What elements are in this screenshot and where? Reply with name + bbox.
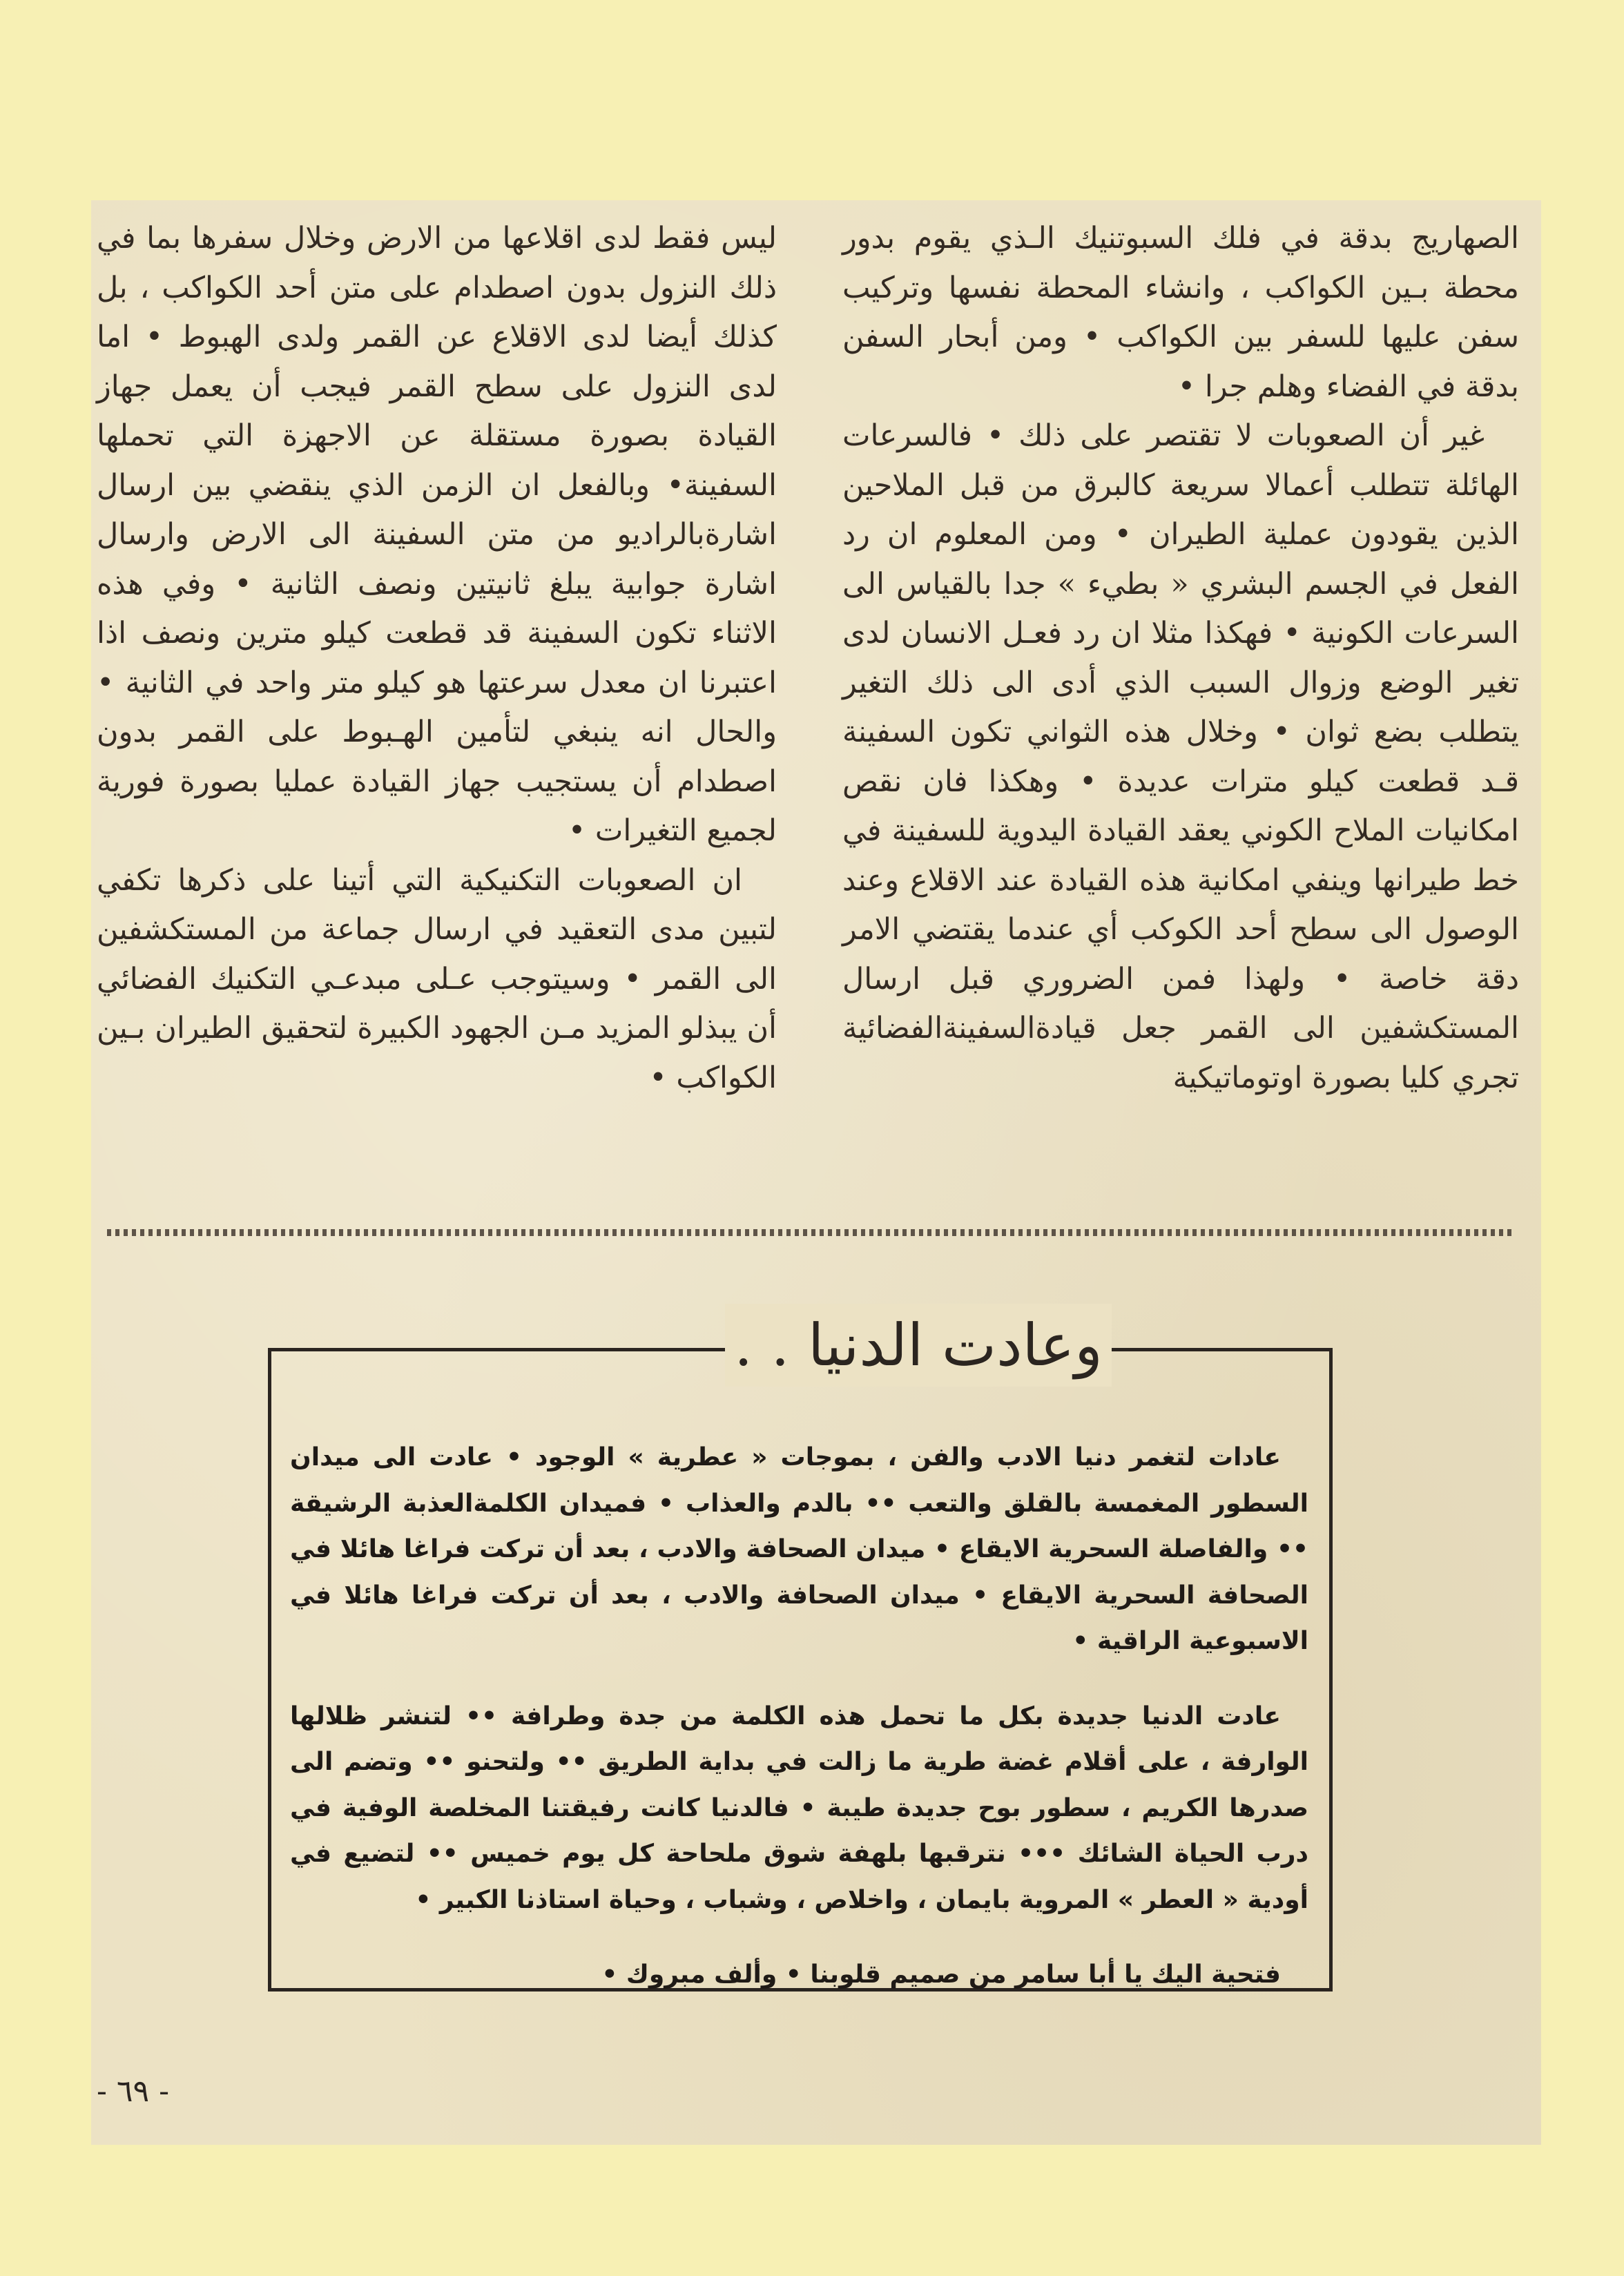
tribute-box-text xyxy=(290,1435,1308,1989)
wavy-divider xyxy=(107,1229,1516,1236)
article-column-right xyxy=(842,214,1519,1188)
article-column-left xyxy=(97,214,777,1188)
page-number: - ٦٩ - xyxy=(97,2074,169,2109)
article-paragraph: ليس فقط لدى اقلاعها من الارض وخلال سفرها بما في ذلك النزول بدون اصطدام على متن أحد الكواكب ، بل كذلك أيضا لدى الاقلاع عن القمر ولدى الهبوط • اما لدى النزول على سطح القمر فيجب أن يعمل جهاز القيادة بصورة مستقلة عن الاجهزة التي تحملها السفينة• وبالفعل ان الزمن الذي ينقضي بين ارسال اشارةبالراديو من متن السفينة الى الارض وارسال اشارة جوابية يبلغ ثانيتين ونصف الثانية • وفي هذه الاثناء تكون السفينة قد قطعت كيلو مترين ونصف اذا اعتبرنا ان معدل سرعتها هو كيلو متر واحد في الثانية • والحال انه ينبغي لتأمين الهـبوط على القمر بدون اصطدام أن يستجيب جهاز القيادة عمليا بصورة فورية لجميع التغيرات • xyxy=(97,221,777,848)
article-paragraph: الصهاريج بدقة في فلك السبوتنيك الـذي يقوم بدور محطة بـين الكواكب ، وانشاء المحطة نفسها وتركيب سفن عليها للسفر بين الكواكب • ومن أبحار السفن بدقة في الفضاء وهلم جرا • xyxy=(842,221,1519,404)
article-paragraph: غير أن الصعوبات لا تقتصر على ذلك • فالسرعات الهائلة تتطلب أعمالا سريعة كالبرق من قبل الملاحين الذين يقودون عملية الطيران • ومن المعلوم ان رد الفعل في الجسم البشري « بطيء » جدا بالقياس الى السرعات الكونية • فهكذا مثلا ان رد فعـل الانسان لدى تغير الوضع وزوال السبب الذي أدى الى ذلك التغير يتطلب بضع ثوان • وخلال هذه الثواني تكون السفينة قـد قطعت كيلو مترات عديدة • وهكذا فان نقص امكانيات الملاح الكوني يعقد القيادة اليدوية للسفينة في خط طيرانها وينفي امكانية هذه القيادة عند الاقلاع وعند الوصول الى سطح أحد الكوكب أي عندما يقتضي الامر دقة خاصة • ولهذا فمن الضروري قبل ارسال المستكشفين الى القمر جعل قيادةالسفينةالفضائية تجري كليا بصورة اوتوماتيكية xyxy=(842,418,1519,1095)
tribute-box-title: وعادت الدنيا . . xyxy=(734,1311,1103,1379)
tribute-paragraph: فتحية اليك يا أبا سامر من صميم قلوبنا • وألف مبروك • xyxy=(601,1960,1281,1989)
tribute-paragraph: عادات لتغمر دنيا الادب والفن ، بموجات « عطرية » الوجود • عادت الى ميدان السطور المغمسة بالقلق والتعب •• بالدم والعذاب • فميدان الكلمةالعذبة الرشيقة •• والفاصلة السحرية الايقاع • ميدان الصحافة والادب ، بعد أن تركت فراغا هائلا في الصحافة السحرية الايقاع • ميدان الصحافة والادب ، بعد أن تركت فراغا هائلا في الاسبوعية الراقية • xyxy=(290,1443,1308,1655)
paragraph-gap xyxy=(290,1665,1308,1694)
article-paragraph: ان الصعوبات التكنيكية التي أتينا على ذكرها تكفي لتبين مدى التعقيد في ارسال جماعة من المستكشفين الى القمر • وسيتوجب عـلى مبدعـي التكنيك الفضائي أن يبذلو المزيد مـن الجهود الكبيرة لتحقيق الطيران بـين الكواكب • xyxy=(97,862,777,1095)
paragraph-gap xyxy=(290,1923,1308,1952)
tribute-paragraph: عادت الدنيا جديدة بكل ما تحمل هذه الكلمة من جدة وطرافة •• لتنشر ظلالها الوارفة ، على أقلام غضة طرية ما زالت في بداية الطريق •• ولتحنو •• وتضم الى صدرها الكريم ، سطور بوح جديدة طيبة • فالدنيا كانت رفيقتنا المخلصة الوفية في درب الحياة الشائك ••• نترقبها بلهفة شوق ملحاحة كل يوم خميس •• لتضيع في أودية « العطر » المروية بايمان ، واخلاص ، وشباب ، وحياة استاذنا الكبير • xyxy=(290,1701,1308,1914)
tribute-box-title-wrap xyxy=(725,1304,1112,1387)
